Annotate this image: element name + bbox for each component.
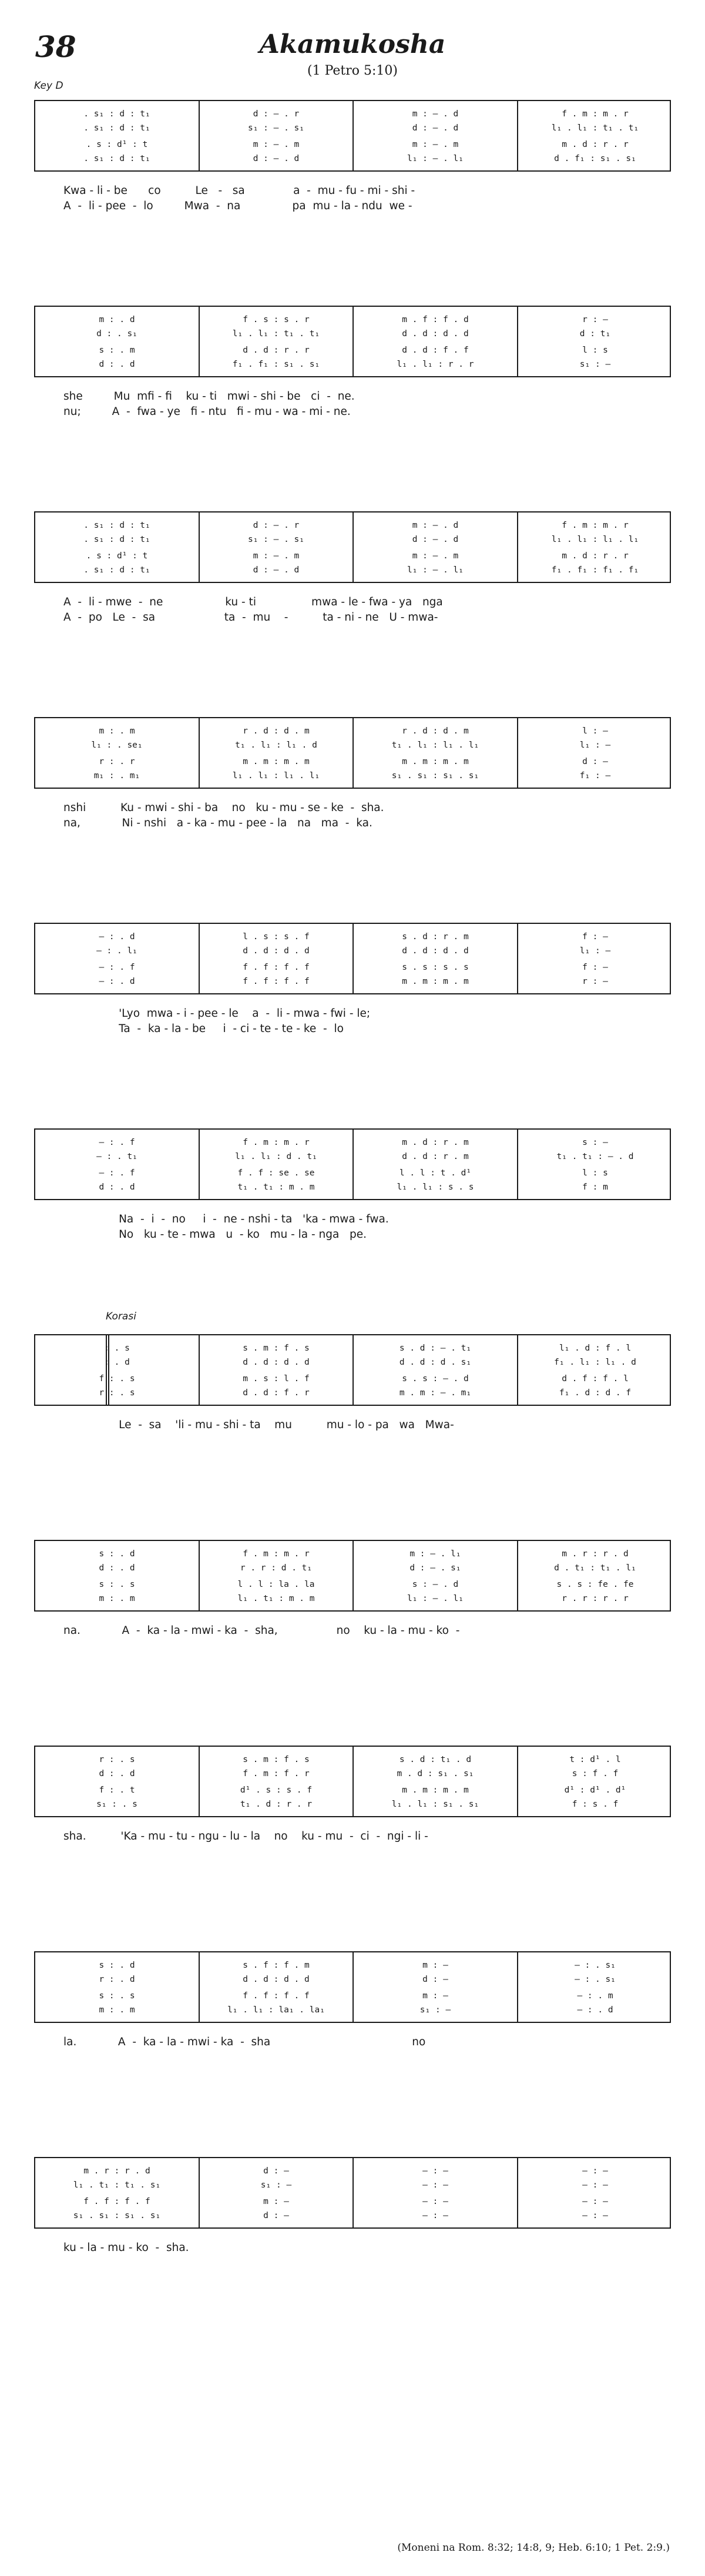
measure-notes: m : —	[422, 1991, 448, 2001]
lyrics-block	[34, 1212, 671, 1242]
voice-part-line	[35, 1563, 670, 1573]
measure-notes: . s₁ : d : t₁	[83, 123, 150, 133]
voice-part-line	[35, 2166, 670, 2176]
voice-part-line	[35, 315, 670, 324]
tonic-solfa-staff	[34, 1951, 671, 2023]
measure-notes: s . m : f . s	[243, 1344, 310, 1353]
measure-notes: s : . s	[99, 1580, 135, 1589]
measure-notes: r . r : r . r	[562, 1594, 629, 1603]
measure-notes: d . d : d . d	[402, 329, 469, 339]
tonic-solfa-staff	[34, 2157, 671, 2229]
measure-notes: d : . d	[99, 360, 135, 369]
lyric-line: ku - la - mu - ko - sha.	[63, 2242, 189, 2254]
voice-part-line	[35, 346, 670, 355]
measure-notes: m . s : l . f	[243, 1374, 310, 1384]
measure-notes: l₁ : – . l₁	[407, 154, 464, 163]
measure-notes: m₁ : . m₁	[93, 771, 140, 780]
measure-notes: d : – . d	[253, 154, 300, 163]
measure-notes: s . d : – . t₁	[399, 1344, 472, 1353]
measure-notes: l₁ : – . l₁	[407, 565, 464, 575]
voice-part-line	[35, 726, 670, 736]
lyric-line: na. A - ka - la - mwi - ka - sha, no ku - la - mu - ko -	[63, 1624, 460, 1637]
measure-notes: m : – . m	[253, 551, 300, 561]
lyric-line: she Mu mfi - fi ku - ti mwi - shi - be ci - ne.	[63, 390, 355, 403]
lyrics-block	[34, 1006, 671, 1037]
measure-notes: m : – . m	[412, 140, 459, 149]
measure-notes: m . r : r . d	[562, 1549, 629, 1559]
lyric-line: A - po Le - sa ta - mu - ta - ni - ne U - mwa-	[63, 611, 438, 624]
measure-notes: — : . f	[99, 1168, 135, 1178]
voice-part-line	[35, 535, 670, 544]
measure-notes: s : . d	[99, 1549, 135, 1559]
voice-part-line	[35, 1374, 670, 1384]
lyric-line: No ku - te - mwa u - ko mu - la - nga pe.	[63, 1228, 367, 1241]
lyrics-block	[34, 1623, 671, 1639]
measure-notes: s₁ : —	[260, 2180, 292, 2190]
measure-notes: f . m : m . r	[243, 1549, 310, 1559]
measure-notes: t₁ . d : r . r	[240, 1800, 313, 1809]
voice-part-line	[35, 360, 670, 369]
voice-part-line	[35, 1594, 670, 1603]
measure-notes: d . d : r . r	[243, 346, 310, 355]
measure-notes: d . d : f . r	[243, 1388, 310, 1398]
measure-notes: t₁ . t₁ : m . m	[237, 1183, 315, 1192]
measure-notes: r : . s	[99, 1755, 135, 1764]
tonic-solfa-staff	[34, 923, 671, 994]
measure-notes: s . d : r . m	[402, 932, 469, 942]
measure-notes: : . s	[104, 1344, 130, 1353]
measure-notes: l . s : s . f	[243, 932, 310, 942]
measure-notes: s . f : f . m	[243, 1961, 310, 1970]
measure-notes: f : m	[582, 1183, 608, 1192]
music-system	[34, 1540, 671, 1639]
measure-notes: s . s : fe . fe	[556, 1580, 634, 1589]
measure-notes: d . d : d . s₁	[399, 1358, 472, 1367]
measure-notes: — : . s₁	[575, 1961, 616, 1970]
music-system	[34, 1746, 671, 1844]
measure-notes: l₁ . l₁ : la₁ . la₁	[227, 2005, 325, 2015]
voice-part-line	[35, 565, 670, 575]
music-system	[34, 1334, 671, 1433]
measure-notes: l . l : la . la	[237, 1580, 315, 1589]
measure-notes: d . d : d . d	[243, 1975, 310, 1984]
lyric-line: na, Ni - nshi a - ka - mu - pee - la na ma - ka.	[63, 817, 372, 829]
measure-notes: m : . d	[99, 315, 135, 324]
measure-notes: f : —	[582, 932, 608, 942]
measure-notes: l₁ . l₁ : s . s	[397, 1183, 474, 1192]
measure-notes: — : . d	[99, 977, 135, 986]
music-system	[34, 306, 671, 420]
measure-notes: d : – . r	[253, 109, 300, 119]
voice-part-line	[35, 1168, 670, 1178]
voice-part-line	[35, 2211, 670, 2220]
measure-notes: — : . f	[99, 1138, 135, 1147]
measure-notes: s . d : t₁ . d	[399, 1755, 472, 1764]
voice-part-line	[35, 1580, 670, 1589]
voice-part-line	[35, 1786, 670, 1795]
measure-notes: l₁ . l₁ : s₁ . s₁	[391, 1800, 479, 1809]
measure-notes: m . m : m . m	[402, 757, 469, 766]
lyric-line: A - li - pee - lo Mwa - na pa mu - la - ndu we -	[63, 200, 412, 212]
voice-part-line	[35, 551, 670, 561]
measure-notes: — : . s₁	[575, 1975, 616, 1984]
measure-notes: d . t₁ : t₁ . l₁	[554, 1563, 636, 1573]
measure-notes: m : – . d	[412, 109, 459, 119]
measure-notes: d . f₁ : s₁ . s₁	[554, 154, 636, 163]
measure-notes: s : f . f	[572, 1769, 619, 1778]
measure-notes: — : . f	[99, 963, 135, 972]
measure-notes: s : . d	[99, 1961, 135, 1970]
measure-notes: m . d : r . m	[402, 1138, 469, 1147]
voice-part-line	[35, 932, 670, 942]
measure-notes: d : – . d	[253, 565, 300, 575]
lyric-line: nu; A - fwa - ye fi - ntu fi - mu - wa - mi - ne.	[63, 406, 351, 418]
voice-part-line	[35, 741, 670, 750]
voice-part-line	[35, 1183, 670, 1192]
measure-notes: d¹ : d¹ . d¹	[564, 1786, 626, 1795]
measure-notes: s₁ . s₁ : s₁ . s₁	[391, 771, 479, 780]
voice-part-line	[35, 2005, 670, 2015]
music-system	[34, 2157, 671, 2256]
measure-notes: — : . d	[577, 2005, 613, 2015]
voice-part-line	[35, 963, 670, 972]
measure-notes: d : . d	[99, 1183, 135, 1192]
measure-notes: m : . m	[99, 2005, 135, 2015]
measure-notes: r . d : d . m	[402, 726, 469, 736]
voice-part-line	[35, 1800, 670, 1809]
voice-part-line	[35, 977, 670, 986]
measure-notes: l₁ : – . l₁	[407, 1594, 464, 1603]
measure-notes: m . m : m . m	[243, 757, 310, 766]
measure-notes: d : – . r	[253, 521, 300, 530]
measure-notes: s₁ : – . s₁	[247, 535, 305, 544]
voice-part-line	[35, 329, 670, 339]
measure-notes: f₁ : —	[579, 771, 611, 780]
music-system	[34, 717, 671, 831]
measure-notes: f₁ . d : d . f	[559, 1388, 632, 1398]
measure-notes: f : —	[582, 963, 608, 972]
tonic-solfa-staff	[34, 1334, 671, 1406]
lyrics-block	[34, 1829, 671, 1844]
voice-part-line	[35, 1975, 670, 1984]
measure-notes: f . f : se . se	[237, 1168, 315, 1178]
measure-notes: — : —	[582, 2180, 608, 2190]
measure-notes: s : . m	[99, 346, 135, 355]
measure-notes: m . f : f . d	[402, 315, 469, 324]
lyrics-block	[34, 595, 671, 625]
measure-notes: d : . d	[99, 1769, 135, 1778]
measure-notes: l . l : t . d¹	[399, 1168, 472, 1178]
measure-notes: d : – . d	[412, 123, 459, 133]
tonic-solfa-staff	[34, 1746, 671, 1817]
measure-notes: . s : d¹ : t	[86, 140, 148, 149]
measure-notes: — : —	[422, 2197, 448, 2206]
lyric-line: A - li - mwe - ne ku - ti mwa - le - fwa - ya nga	[63, 596, 443, 608]
lyrics-block	[34, 2240, 671, 2256]
measure-notes: l₁ . t₁ : m . m	[237, 1594, 315, 1603]
measure-notes: t₁ . l₁ : l₁ . d	[235, 741, 317, 750]
measure-notes: m . d : r . r	[562, 551, 629, 561]
measure-notes: d : t₁	[579, 329, 611, 339]
tonic-solfa-staff	[34, 1540, 671, 1612]
measure-notes: f : . s	[99, 1374, 135, 1384]
measure-notes: . s₁ : d : t₁	[83, 535, 150, 544]
lyric-line: nshi Ku - mwi - shi - ba no ku - mu - se - ke - sha.	[63, 802, 384, 814]
measure-notes: s . s : s . s	[402, 963, 469, 972]
measure-notes: l₁ . l₁ : d . t₁	[235, 1152, 317, 1161]
voice-part-line	[35, 1152, 670, 1161]
voice-part-line	[35, 123, 670, 133]
music-system	[34, 511, 671, 625]
measure-notes: r : —	[582, 977, 608, 986]
voice-part-line	[35, 1769, 670, 1778]
measure-notes: m : —	[263, 2197, 289, 2206]
measure-notes: d : —	[263, 2166, 289, 2176]
measure-notes: d . d : d . d	[243, 946, 310, 956]
measure-notes: l : —	[582, 726, 608, 736]
measure-notes: m . r : r . d	[83, 2166, 150, 2176]
measure-notes: f . f : f . f	[243, 977, 310, 986]
measure-notes: d¹ . s : s . f	[240, 1786, 313, 1795]
lyrics-block	[34, 1418, 671, 1433]
measure-notes: l₁ . d : f . l	[559, 1344, 632, 1353]
measure-notes: m . m : m . m	[402, 1786, 469, 1795]
hymn-title: Akamukosha	[259, 29, 446, 59]
voice-part-line	[35, 771, 670, 780]
voice-part-line	[35, 1755, 670, 1764]
lyric-line: la. A - ka - la - mwi - ka - sha no	[63, 2036, 426, 2048]
voice-part-line	[35, 1991, 670, 2001]
voice-part-line	[35, 2197, 670, 2206]
measure-notes: . s₁ : d : t₁	[83, 109, 150, 119]
measure-notes: l₁ . l₁ : l₁ . l₁	[232, 771, 320, 780]
measure-notes: s₁ : —	[419, 2005, 451, 2015]
measure-notes: m : – . m	[412, 551, 459, 561]
measure-notes: f₁ . l₁ : l₁ . d	[554, 1358, 636, 1367]
music-system	[34, 1128, 671, 1242]
measure-notes: — : . d	[99, 932, 135, 942]
voice-part-line	[35, 1549, 670, 1559]
measure-notes: d : – . d	[412, 535, 459, 544]
measure-notes: d . d : r . m	[402, 1152, 469, 1161]
measure-notes: m : – . l₁	[409, 1549, 461, 1559]
measure-notes: m : – . m	[253, 140, 300, 149]
measure-notes: l₁ : . se₁	[91, 741, 143, 750]
measure-notes: l₁ . l₁ : r . r	[397, 360, 474, 369]
measure-notes: l₁ : —	[579, 946, 611, 956]
chorus-label: Korasi	[106, 1311, 136, 1322]
measure-notes: l₁ : —	[579, 741, 611, 750]
lyric-line: Le - sa 'li - mu - shi - ta mu mu - lo - pa wa Mwa-	[63, 1419, 454, 1431]
voice-part-line	[35, 2180, 670, 2190]
measure-notes: f . m : f . r	[243, 1769, 310, 1778]
measure-notes: : . d	[104, 1358, 130, 1367]
measure-notes: m . d : s₁ . s₁	[397, 1769, 474, 1778]
measure-notes: m . m : m . m	[402, 977, 469, 986]
measure-notes: r . r : d . t₁	[240, 1563, 313, 1573]
measure-notes: m : . m	[99, 1594, 135, 1603]
voice-part-line	[35, 521, 670, 530]
measure-notes: r : —	[582, 315, 608, 324]
measure-notes: d . d : d . d	[402, 946, 469, 956]
lyrics-block	[34, 183, 671, 214]
measure-notes: — : —	[422, 2166, 448, 2176]
measure-notes: t₁ . l₁ : l₁ . l₁	[391, 741, 479, 750]
voice-part-line	[35, 1961, 670, 1970]
measure-notes: m : . m	[99, 726, 135, 736]
measure-notes: s . m : f . s	[243, 1755, 310, 1764]
measure-notes: s . s : – . d	[402, 1374, 469, 1384]
lyrics-block	[34, 389, 671, 420]
measure-notes: — : . t₁	[96, 1152, 137, 1161]
lyric-line: sha. 'Ka - mu - tu - ngu - lu - la no ku - mu - ci - ngi - li -	[63, 1830, 428, 1843]
measure-notes: d : – . s₁	[409, 1563, 461, 1573]
measure-notes: f : . t	[99, 1786, 135, 1795]
voice-part-line	[35, 1344, 670, 1353]
measure-notes: s : – . d	[412, 1580, 459, 1589]
measure-notes: s₁ : . s	[96, 1800, 137, 1809]
measure-notes: . s : d¹ : t	[86, 551, 148, 561]
measure-notes: . s₁ : d : t₁	[83, 521, 150, 530]
tonic-solfa-staff	[34, 511, 671, 583]
voice-part-line	[35, 1388, 670, 1398]
measure-notes: d . d : f . f	[402, 346, 469, 355]
tonic-solfa-staff	[34, 717, 671, 789]
voice-part-line	[35, 140, 670, 149]
key-signature: Key D	[34, 80, 63, 92]
measure-notes: — : . m	[577, 1991, 613, 2001]
measure-notes: — : —	[582, 2197, 608, 2206]
measure-notes: l : s	[582, 1168, 608, 1178]
measure-notes: d : . d	[99, 1563, 135, 1573]
measure-notes: f . f : f . f	[243, 1991, 310, 2001]
measure-notes: f . m : m . r	[562, 109, 629, 119]
measure-notes: f₁ . f₁ : f₁ . f₁	[551, 565, 639, 575]
lyric-line: 'Lyo mwa - i - pee - le a - li - mwa - fwi - le;	[63, 1007, 371, 1020]
scripture-reference: (1 Petro 5:10)	[307, 63, 398, 78]
measure-notes: m : – . d	[412, 521, 459, 530]
voice-part-line	[35, 757, 670, 766]
measure-notes: t₁ . t₁ : – . d	[556, 1152, 634, 1161]
measure-notes: s₁ . s₁ : s₁ . s₁	[73, 2211, 161, 2220]
measure-notes: s₁ : – . s₁	[247, 123, 305, 133]
measure-notes: — : —	[582, 2166, 608, 2176]
lyric-line: Na - i - no i - ne - nshi - ta 'ka - mwa - fwa.	[63, 1213, 389, 1225]
lyrics-block	[34, 800, 671, 831]
measure-notes: l₁ . l₁ : t₁ . t₁	[232, 329, 320, 339]
measure-notes: s : —	[582, 1138, 608, 1147]
measure-notes: m : —	[422, 1961, 448, 1970]
hymn-number: 38	[35, 29, 76, 64]
measure-notes: d . d : d . d	[243, 1358, 310, 1367]
measure-notes: r : . s	[99, 1388, 135, 1398]
measure-notes: m . d : r . r	[562, 140, 629, 149]
music-system	[34, 923, 671, 1037]
measure-notes: f₁ . f₁ : s₁ . s₁	[232, 360, 320, 369]
measure-notes: d : —	[582, 757, 608, 766]
music-system	[34, 100, 671, 214]
measure-notes: l₁ . l₁ : l₁ . l₁	[551, 535, 639, 544]
measure-notes: r : . d	[99, 1975, 135, 1984]
measure-notes: r . d : d . m	[243, 726, 310, 736]
measure-notes: r : . r	[99, 757, 135, 766]
measure-notes: m . m : – . m₁	[399, 1388, 472, 1398]
measure-notes: — : . l₁	[96, 946, 137, 956]
music-system	[34, 1951, 671, 2050]
measure-notes: d : —	[422, 1975, 448, 1984]
measure-notes: f . m : m . r	[243, 1138, 310, 1147]
voice-part-line	[35, 946, 670, 956]
measure-notes: f . f : f . f	[243, 963, 310, 972]
voice-part-line	[35, 154, 670, 163]
measure-notes: — : —	[422, 2180, 448, 2190]
measure-notes: l : s	[582, 346, 608, 355]
measure-notes: s : . s	[99, 1991, 135, 2001]
voice-part-line	[35, 109, 670, 119]
measure-notes: — : —	[422, 2211, 448, 2220]
measure-notes: d : . s₁	[96, 329, 137, 339]
tonic-solfa-staff	[34, 306, 671, 377]
measure-notes: d : —	[263, 2211, 289, 2220]
voice-part-line	[35, 1138, 670, 1147]
measure-notes: l₁ . l₁ : t₁ . t₁	[551, 123, 639, 133]
footnote: (Moneni na Rom. 8:32; 14:8, 9; Heb. 6:10; 1 Pet. 2:9.)	[397, 2542, 670, 2554]
measure-notes: . s₁ : d : t₁	[83, 565, 150, 575]
measure-notes: f . s : s . r	[243, 315, 310, 324]
measure-notes: s₁ : —	[579, 360, 611, 369]
measure-notes: f . f : f . f	[83, 2197, 150, 2206]
measure-notes: . s₁ : d : t₁	[83, 154, 150, 163]
lyrics-block	[34, 2035, 671, 2050]
measure-notes: — : —	[582, 2211, 608, 2220]
measure-notes: d . f : f . l	[562, 1374, 629, 1384]
measure-notes: f . m : m . r	[562, 521, 629, 530]
measure-notes: t : d¹ . l	[569, 1755, 621, 1764]
lyric-line: Ta - ka - la - be i - ci - te - te - ke - lo	[63, 1023, 344, 1035]
measure-notes: l₁ . t₁ : t₁ . s₁	[73, 2180, 161, 2190]
lyric-line: Kwa - li - be co Le - sa a - mu - fu - mi - shi -	[63, 185, 415, 197]
tonic-solfa-staff	[34, 100, 671, 172]
measure-notes: f : s . f	[572, 1800, 619, 1809]
voice-part-line	[35, 1358, 670, 1367]
tonic-solfa-staff	[34, 1128, 671, 1200]
